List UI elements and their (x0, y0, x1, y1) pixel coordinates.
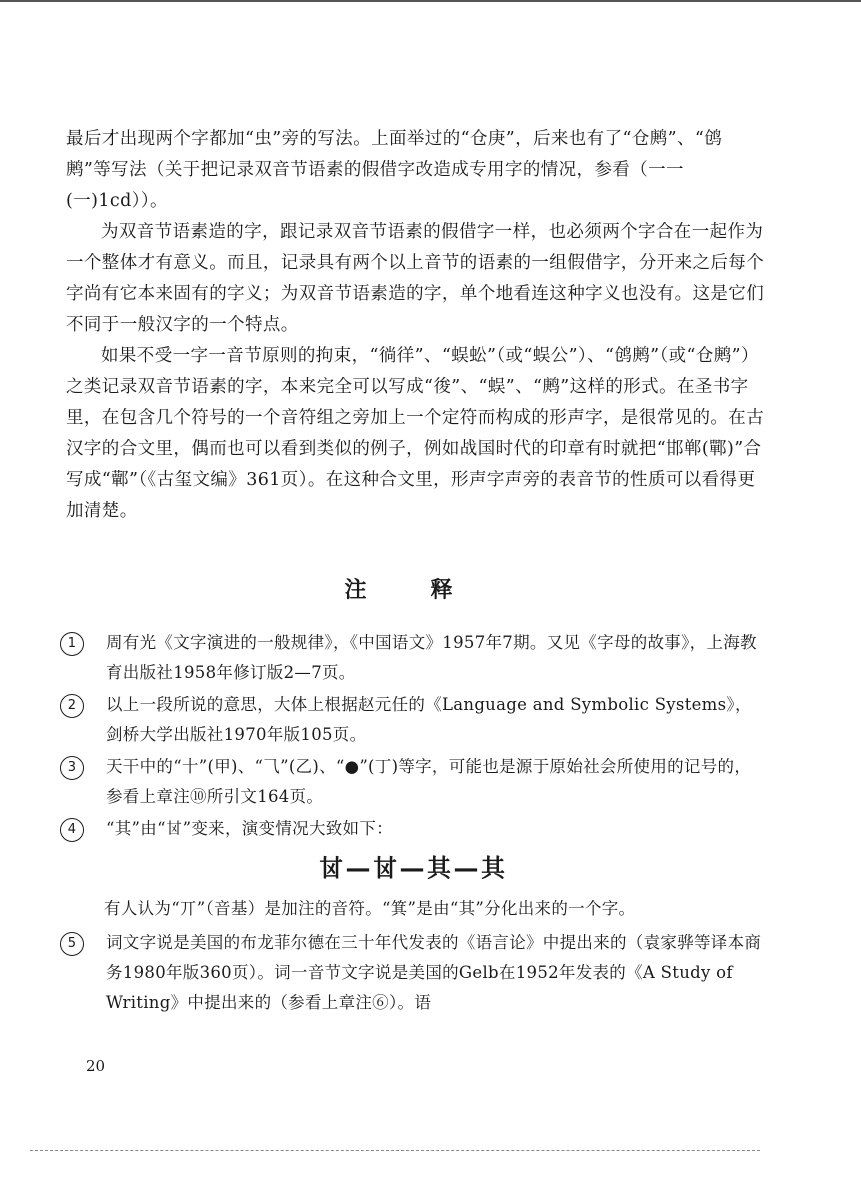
note-1 (60, 628, 766, 688)
note-number: 3 (60, 756, 84, 780)
note-3 (60, 752, 766, 812)
evolution-note: 有人认为“丌”（音基）是加注的音符。“箕”是由“其”分化出来的一个字。 (104, 899, 636, 918)
notes-heading: 注释 (344, 578, 517, 603)
paragraph-2: 为双音节语素造的字，跟记录双音节语素的假借字一样，也必须两个字合在一起作为一个整体才有意义。而且，记录具有两个以上音节的语素的一组假借字，分开来之后每个字尚有它本来固有的字义；为双音节语素造的字，单个地看连这种字义也没有。这是它们不同于一般汉字的一个特点。 (66, 222, 765, 335)
note-text: 词文字说是美国的布龙菲尔德在三十年代发表的《语言论》中提出来的（袁家骅等译本商务1980年版360页）。词一音节文字说是美国的Gelb在1952年发表的《A Study of Writing》中提出来的（参看上章注⑥）。语 (106, 933, 762, 1012)
note-5 (60, 928, 766, 1018)
bottom-scan-border (30, 1150, 760, 1152)
paragraph-1: 最后才出现两个字都加“虫”旁的写法。上面举过的“仓庚”，后来也有了“仓鹒”、“鸧鹒”等写法（关于把记录双音节语素的假借字改造成专用字的情况，参看（一一(一)1cd））。 (66, 129, 723, 211)
page-number: 20 (86, 1057, 106, 1075)
character-evolution-line: 𠀠—𠀠—其—其 (318, 854, 508, 883)
paragraph-3: 如果不受一字一音节原则的拘束，“徜徉”、“蜈蚣”（或“蜈公”）、“鸧鹒”（或“仓鹒”）之类记录双音节语素的字，本来完全可以写成“𢓭”、“蜈”、“鹒”这样的形式。在圣书字里，在包含几个符号的一个音符组之旁加上一个定符而构成的形声字，是很常见的。在古汉字的合文里，偶而也可以看到类似的例子，例如战国时代的印章有时就把“邯郸(鄲)”合写成“鄿”（《古玺文编》361页）。在这种合文里，形声字声旁的表音节的性质可以看得更加清楚。 (66, 346, 765, 521)
note-4 (60, 814, 766, 844)
body-text (66, 124, 766, 527)
note-number: 5 (60, 932, 84, 956)
note-text: 天干中的“十”(甲)、“⺄”(乙)、“●”(丁)等字，可能也是源于原始社会所使用的记号的，参看上章注⑩所引文164页。 (106, 757, 752, 806)
top-scan-border (0, 0, 861, 2)
note-number: 1 (60, 632, 84, 656)
note-text: “其”由“𠀠”变来，演变情况大致如下： (106, 819, 393, 838)
note-text: 周有光《文字演进的一般规律》，《中国语文》1957年7期。又见《字母的故事》，上海教育出版社1958年修订版2—7页。 (106, 633, 757, 682)
note-text: 以上一段所说的意思，大体上根据赵元任的《Language and Symbolic Systems》，剑桥大学出版社1970年版105页。 (106, 695, 752, 744)
note-number: 2 (60, 694, 84, 718)
note-2 (60, 690, 766, 750)
notes-list (60, 628, 766, 1020)
note-number: 4 (60, 818, 84, 842)
